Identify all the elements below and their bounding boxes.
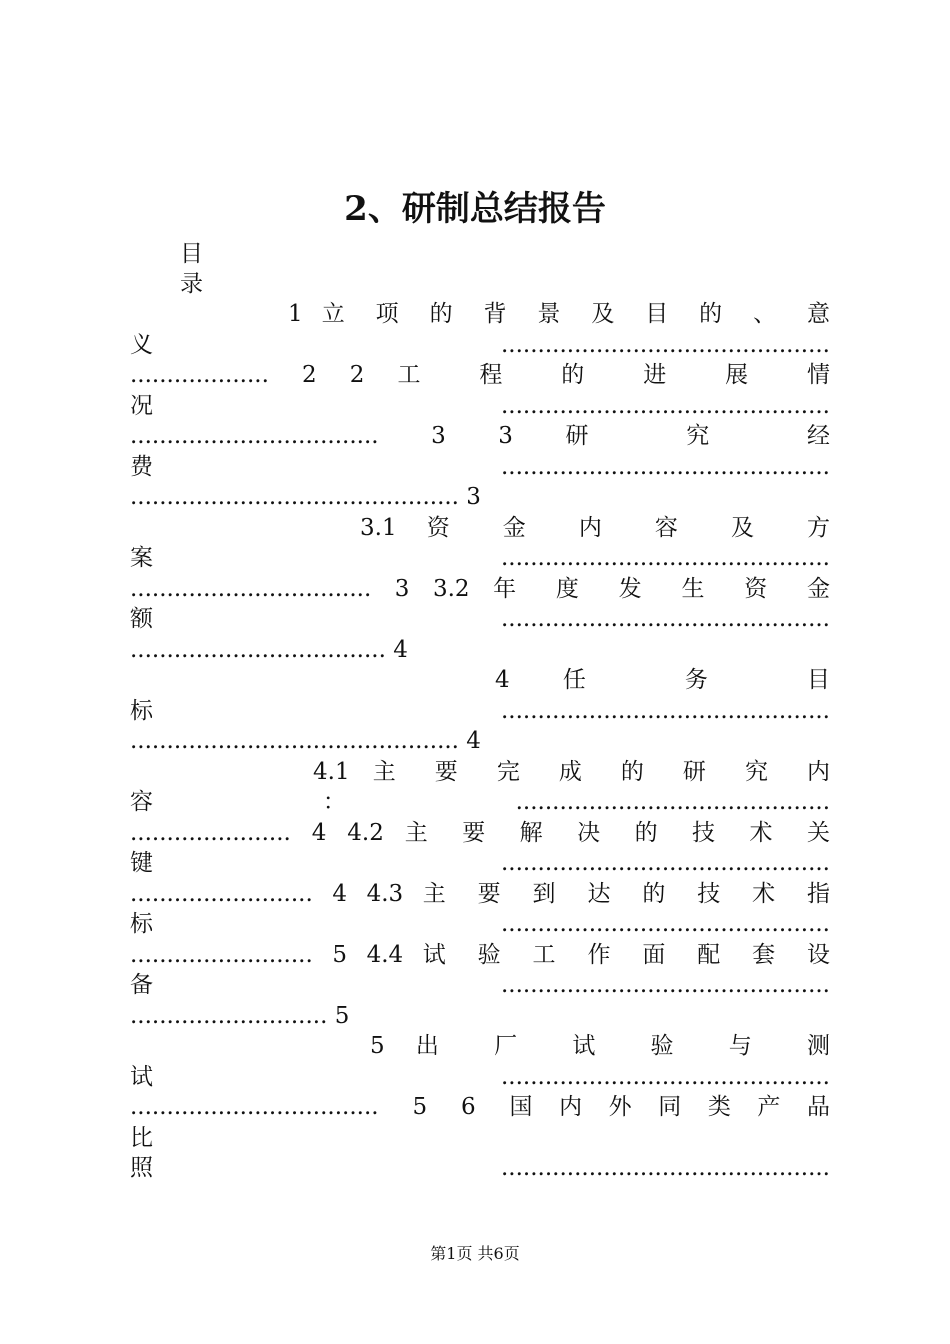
page-title: 2、研制总结报告	[344, 189, 606, 229]
toc-line: 容：...........................................	[130, 789, 830, 815]
toc-line: 费.............................................	[130, 454, 830, 480]
toc-line: 比	[130, 1125, 153, 1151]
toc-line: 照.............................................	[130, 1155, 830, 1181]
toc-heading-char: 目	[180, 241, 203, 267]
toc-line: 1 立 项 的 背 景 及 目 的 、 意	[288, 301, 830, 327]
toc-line: ...................... 4 4.2 主 要 解 决 的 技 术 关	[130, 820, 830, 846]
toc-line: .................................. 5 6 国内外同类产品	[130, 1094, 830, 1120]
toc-line: 额.............................................	[130, 606, 830, 632]
toc-line: 3.1 资 金 内 容 及 方	[360, 515, 830, 541]
toc-line: ................... 2 2 工 程 的 进 展 情	[130, 362, 830, 388]
toc-line: ................................. 3 3.2 年 度 发 生 资 金	[130, 576, 830, 602]
toc-line: 标.............................................	[130, 698, 830, 724]
toc-line: ......................... 4 4.3 主 要 到 达 的 技 术 指	[130, 881, 830, 907]
toc-line: 备.............................................	[130, 972, 830, 998]
toc-line: 义.............................................	[130, 332, 830, 358]
toc-line: 标.............................................	[130, 911, 830, 937]
toc-line: ......................... 5 4.4 试 验 工 作 面 配 套 设	[130, 942, 830, 968]
page-footer: 第1页 共6页	[430, 1244, 520, 1263]
toc-line: 5 出 厂 试 验 与 测	[370, 1033, 830, 1059]
toc-line: .................................. 3 3 研 究 经	[130, 423, 830, 449]
toc-line: ................................... 4	[130, 637, 408, 663]
toc-line: 4 任 务 目	[495, 667, 830, 693]
toc-line: 键.............................................	[130, 850, 830, 876]
toc-line: 案.............................................	[130, 545, 830, 571]
toc-line: 试.............................................	[130, 1064, 830, 1090]
toc-heading-char: 录	[180, 271, 203, 297]
toc-line: ............................................. 3	[130, 484, 481, 510]
toc-line: ............................................. 4	[130, 728, 481, 754]
toc-line: 况.............................................	[130, 393, 830, 419]
toc-line: ........................... 5	[130, 1003, 350, 1029]
toc-line: 4.1 主 要 完 成 的 研 究 内	[313, 759, 830, 785]
